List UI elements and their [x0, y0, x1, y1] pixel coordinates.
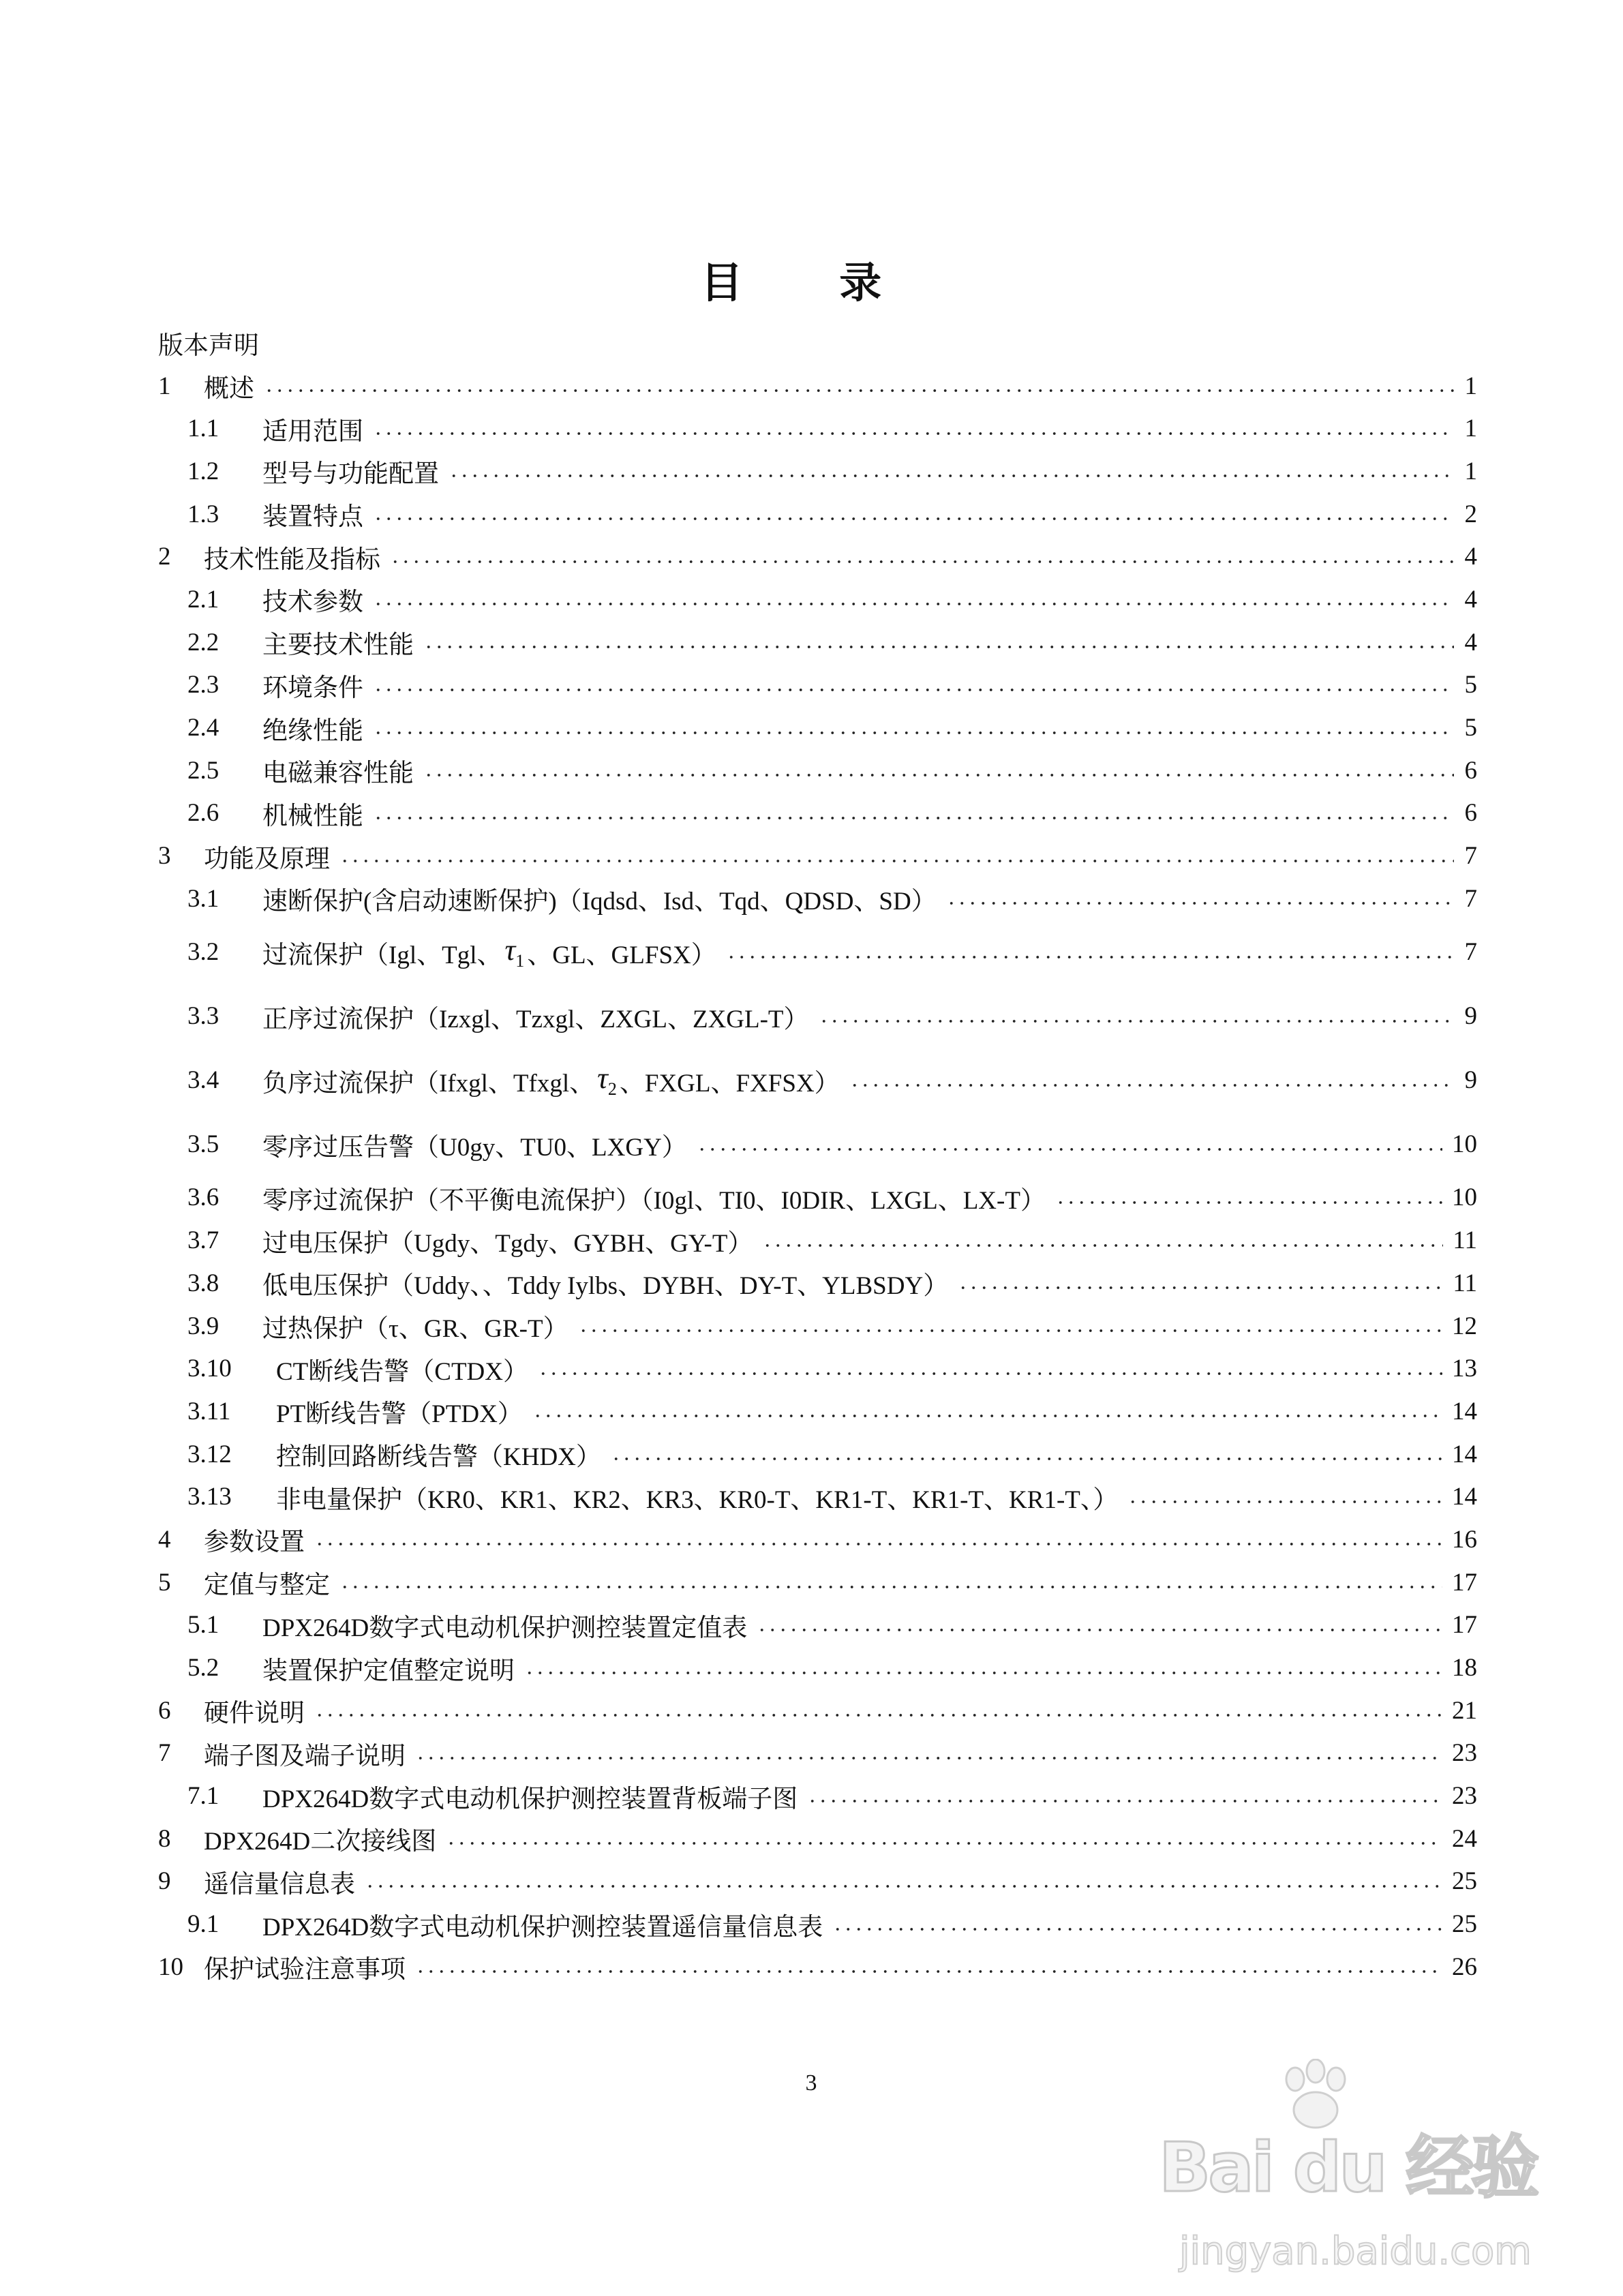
toc-entry-number: 3.1 — [187, 884, 219, 913]
toc-entry-number: 2.5 — [187, 756, 219, 785]
toc-entry-page: 9 — [1464, 1002, 1477, 1031]
tau-symbol — [597, 1061, 617, 1100]
dot-leader — [524, 1671, 1442, 1675]
toc-entry-title: 非电量保护（KR0、KR1、KR2、KR3、KR0-T、KR1-T、KR1-T、KR1-T、） — [276, 1485, 1119, 1514]
toc-entry-title: 定值与整定 — [204, 1571, 330, 1600]
toc-entry[interactable] — [158, 920, 1477, 984]
toc-entry-title: 适用范围 — [262, 417, 363, 446]
dot-leader — [373, 432, 1454, 436]
watermark-brand: Bai du 经验 — [1159, 2128, 1537, 2207]
toc-entry-title-suffix: 、GL、GLFSX） — [527, 941, 716, 969]
toc-entry-title: 绝缘性能 — [262, 716, 363, 745]
toc-entry-page: 7 — [1464, 884, 1477, 913]
toc-entry-number: 9.1 — [187, 1910, 219, 1939]
toc-entry[interactable] — [158, 1903, 1477, 1946]
dot-leader — [532, 1414, 1442, 1418]
toc-entry[interactable] — [158, 1946, 1477, 1989]
tau-letter: τ — [504, 933, 516, 967]
toc-entry[interactable] — [158, 1518, 1477, 1561]
dot-leader — [538, 1372, 1442, 1376]
toc-entry-title: 遥信量信息表 — [204, 1870, 355, 1899]
toc-entry-number: 3.4 — [187, 1066, 219, 1095]
toc-entry-title: 低电压保护（Uddy、、Tddy Iylbs、DYBH、DY-T、YLBSDY） — [262, 1272, 949, 1301]
dot-leader — [958, 1286, 1443, 1290]
toc-entry-title: 机械性能 — [262, 802, 363, 830]
toc-entry[interactable] — [158, 1646, 1477, 1689]
dot-leader — [832, 1927, 1442, 1931]
toc-entry-title: 技术性能及指标 — [204, 545, 380, 574]
toc-entry[interactable] — [158, 1113, 1477, 1177]
toc-entry-title: DPX264D数字式电动机保护测控装置遥信量信息表 — [262, 1913, 823, 1942]
toc-entry-page: 13 — [1452, 1355, 1477, 1383]
dot-leader — [415, 1756, 1442, 1760]
toc-entry[interactable] — [158, 1817, 1477, 1860]
toc-entry-page: 17 — [1452, 1568, 1477, 1597]
toc-entry[interactable] — [158, 1048, 1477, 1113]
toc-entry-title: 概述 — [204, 375, 254, 404]
dot-leader — [339, 859, 1454, 863]
toc-entry[interactable] — [158, 1860, 1477, 1903]
dot-leader — [697, 1147, 1442, 1151]
toc-entry-page: 6 — [1464, 799, 1477, 828]
toc-entry-page: 26 — [1452, 1952, 1477, 1981]
baidu-jingyan-watermark — [1159, 2059, 1581, 2291]
page-number: 3 — [805, 2070, 817, 2096]
toc-entry-title: PT断线告警（PTDX） — [276, 1400, 523, 1429]
toc-entry[interactable] — [158, 621, 1477, 664]
toc-entry-page: 25 — [1452, 1910, 1477, 1939]
toc-entry[interactable] — [158, 407, 1477, 450]
toc-entry[interactable] — [158, 984, 1477, 1048]
toc-entry-page: 14 — [1452, 1397, 1477, 1425]
toc-entry-title: 负序过流保护（Ifxgl、Tfxgl、 — [262, 1069, 595, 1098]
toc-entry-title: 装置保护定值整定说明 — [262, 1657, 515, 1685]
toc-entry-title: 环境条件 — [262, 674, 363, 702]
toc-entry-number: 9 — [158, 1867, 171, 1896]
toc-entry[interactable] — [158, 578, 1477, 621]
dot-leader — [373, 731, 1454, 735]
toc-entry-number: 10 — [158, 1952, 183, 1981]
toc-entry-page: 5 — [1464, 714, 1477, 742]
toc-entry-title: 正序过流保护（Izxgl、Tzxgl、ZXGL、ZXGL-T） — [262, 1005, 809, 1033]
dot-leader — [449, 474, 1454, 478]
dot-leader — [946, 901, 1454, 905]
toc-entry-number: 3.10 — [187, 1355, 232, 1383]
toc-entry[interactable] — [158, 1219, 1477, 1262]
toc-entry-title: DPX264D数字式电动机保护测控装置背板端子图 — [262, 1785, 798, 1813]
toc-entry-page: 23 — [1452, 1782, 1477, 1811]
toc-entry-page: 11 — [1453, 1269, 1477, 1297]
dot-leader — [1055, 1200, 1442, 1205]
toc-entry-title: 参数设置 — [204, 1528, 305, 1557]
toc-entry-page: 7 — [1464, 938, 1477, 967]
toc-entry-title: DPX264D二次接线图 — [204, 1828, 437, 1856]
toc-entry[interactable] — [158, 1390, 1477, 1433]
toc-entry-page: 23 — [1452, 1739, 1477, 1768]
toc-entry-number: 3.5 — [187, 1130, 219, 1159]
toc-entry-page: 21 — [1452, 1696, 1477, 1725]
toc-entry-page: 4 — [1464, 628, 1477, 656]
toc-entry-page: 25 — [1452, 1867, 1477, 1896]
tau-subscript: 2 — [607, 1079, 617, 1100]
toc-entry-number: 2.1 — [187, 585, 219, 614]
toc-entry-page: 9 — [1464, 1066, 1477, 1095]
toc-entry-title: 过热保护（τ、GR、GR-T） — [262, 1315, 568, 1344]
toc-entry-number: 5.2 — [187, 1654, 219, 1682]
toc-entry[interactable] — [158, 834, 1477, 877]
toc-entry-number: 3.8 — [187, 1269, 219, 1297]
dot-leader — [1127, 1500, 1442, 1504]
dot-leader — [415, 1969, 1442, 1974]
toc-entry-page: 5 — [1464, 671, 1477, 699]
toc-entry-page: 18 — [1452, 1654, 1477, 1682]
toc-entry-page: 1 — [1464, 457, 1477, 485]
dot-leader — [423, 773, 1454, 777]
toc-entry-title: 版本声明 — [158, 332, 259, 361]
tau-letter: τ — [597, 1061, 608, 1096]
toc-entry-title: 主要技术性能 — [262, 631, 414, 660]
toc-entry-page: 10 — [1452, 1183, 1477, 1212]
toc-entry-number: 6 — [158, 1696, 171, 1725]
toc-entry[interactable] — [158, 1561, 1477, 1604]
toc-entry-number: 1 — [158, 372, 171, 400]
toc-entry[interactable] — [158, 749, 1477, 792]
toc-entry-number: 3.9 — [187, 1312, 219, 1340]
toc-entry-number: 3.7 — [187, 1226, 219, 1255]
toc-entry[interactable] — [158, 535, 1477, 578]
toc-entry-page: 6 — [1464, 756, 1477, 785]
toc-entry-number: 3.2 — [187, 938, 219, 967]
dot-leader — [365, 1884, 1442, 1888]
toc-entry-page: 7 — [1464, 842, 1477, 871]
toc-entry[interactable] — [158, 1305, 1477, 1348]
dot-leader — [757, 1628, 1442, 1632]
toc-entry-title: DPX264D数字式电动机保护测控装置定值表 — [262, 1614, 748, 1642]
toc-entry[interactable] — [158, 450, 1477, 493]
toc-entry-number: 2.4 — [187, 714, 219, 742]
tau-subscript: 1 — [515, 951, 525, 971]
dot-leader — [578, 1329, 1442, 1333]
toc-entry-page: 1 — [1464, 414, 1477, 443]
toc-entry-title: 技术参数 — [262, 588, 363, 617]
toc-entry-page: 11 — [1453, 1226, 1477, 1255]
toc-entry-number: 1.1 — [187, 414, 219, 443]
watermark-url: jingyan.baidu.com — [1179, 2229, 1532, 2274]
page-title: 目 录 — [700, 258, 923, 307]
toc-entry-number: 3 — [158, 842, 171, 871]
toc-entry-title-suffix: 、FXGL、FXFSX） — [619, 1069, 840, 1098]
toc-entry-title: 零序过流保护（不平衡电流保护）（I0gl、TI0、I0DIR、LXGL、LX-T） — [262, 1186, 1046, 1215]
dot-leader — [819, 1019, 1454, 1023]
dot-leader — [314, 1713, 1442, 1717]
toc-entry-page: 16 — [1452, 1525, 1477, 1554]
toc-entry[interactable] — [158, 1689, 1477, 1732]
toc-entry[interactable] — [158, 365, 1477, 408]
toc-entry-page: 10 — [1452, 1130, 1477, 1159]
dot-leader — [390, 560, 1454, 564]
toc-entry[interactable] — [158, 1604, 1477, 1647]
dot-leader — [807, 1799, 1442, 1803]
toc-entry-page: 24 — [1452, 1824, 1477, 1853]
toc-entry-title: 硬件说明 — [204, 1700, 305, 1728]
toc-entry-number: 3.12 — [187, 1440, 232, 1468]
toc-entry-title: 功能及原理 — [204, 845, 330, 873]
toc-entry[interactable] — [158, 1433, 1477, 1476]
toc-entry-number: 1.2 — [187, 457, 219, 485]
toc-entry-page: 4 — [1464, 543, 1477, 571]
toc-entry-number: 8 — [158, 1824, 171, 1853]
toc-entry-title: CT断线告警（CTDX） — [276, 1357, 528, 1386]
toc-entry[interactable] — [158, 1732, 1477, 1775]
toc-entry[interactable] — [158, 1262, 1477, 1305]
dot-leader — [849, 1083, 1454, 1087]
toc-entry[interactable] — [158, 1177, 1477, 1220]
toc-entry[interactable] — [158, 877, 1477, 920]
dot-leader — [423, 645, 1454, 649]
toc-entry[interactable] — [158, 1774, 1477, 1817]
toc-entry-number: 2.6 — [187, 799, 219, 828]
toc-entry[interactable] — [158, 493, 1477, 536]
tau-symbol — [504, 933, 524, 971]
dot-leader — [726, 955, 1454, 959]
toc-entry-number: 4 — [158, 1525, 171, 1554]
dot-leader — [264, 389, 1454, 393]
toc-entry-page: 12 — [1452, 1312, 1477, 1340]
toc-entry-title: 速断保护(含启动速断保护)（Iqdsd、Isd、Tqd、QDSD、SD） — [262, 888, 937, 916]
toc-entry-number: 2.2 — [187, 628, 219, 656]
toc-entry-title: 过流保护（Igl、Tgl、 — [262, 941, 502, 969]
paw-logo-icon — [1275, 2059, 1356, 2134]
toc-entry-number: 3.11 — [187, 1397, 231, 1425]
dot-leader — [373, 517, 1454, 521]
dot-leader — [339, 1585, 1442, 1589]
toc-entry-number: 7.1 — [187, 1782, 219, 1811]
toc-entry[interactable] — [158, 322, 1477, 365]
toc-entry[interactable] — [158, 1475, 1477, 1518]
toc-entry-number: 3.13 — [187, 1483, 232, 1511]
toc-entry-number: 7 — [158, 1739, 171, 1768]
toc-entry[interactable] — [158, 1347, 1477, 1390]
toc-entry[interactable] — [158, 664, 1477, 707]
toc-entry-number: 3.6 — [187, 1183, 219, 1212]
table-of-contents — [158, 322, 1477, 1989]
toc-entry-number: 5.1 — [187, 1611, 219, 1640]
toc-entry[interactable] — [158, 792, 1477, 835]
dot-leader — [762, 1243, 1443, 1248]
toc-entry-page: 2 — [1464, 500, 1477, 528]
toc-entry-title: 保护试验注意事项 — [204, 1956, 406, 1984]
toc-entry-page: 4 — [1464, 585, 1477, 614]
toc-entry-title: 过电压保护（Ugdy、Tgdy、GYBH、GY-T） — [262, 1229, 753, 1258]
dot-leader — [611, 1457, 1442, 1461]
toc-entry-page: 17 — [1452, 1611, 1477, 1640]
dot-leader — [373, 816, 1454, 820]
toc-entry-number: 3.3 — [187, 1002, 219, 1031]
toc-entry-title: 电磁兼容性能 — [262, 759, 414, 788]
toc-entry-page: 14 — [1452, 1483, 1477, 1511]
dot-leader — [373, 602, 1454, 606]
toc-entry-page: 1 — [1464, 372, 1477, 400]
toc-entry-title: 控制回路断线告警（KHDX） — [276, 1443, 601, 1472]
dot-leader — [446, 1841, 1442, 1845]
toc-entry-number: 2 — [158, 543, 171, 571]
toc-entry-title: 装置特点 — [262, 503, 363, 532]
toc-entry-page: 14 — [1452, 1440, 1477, 1468]
toc-entry-number: 2.3 — [187, 671, 219, 699]
toc-entry[interactable] — [158, 706, 1477, 749]
toc-entry-title: 零序过压告警（U0gy、TU0、LXGY） — [262, 1133, 687, 1162]
dot-leader — [373, 688, 1454, 692]
dot-leader — [314, 1542, 1442, 1546]
toc-entry-title: 型号与功能配置 — [262, 460, 439, 489]
toc-entry-number: 1.3 — [187, 500, 219, 528]
toc-entry-title: 端子图及端子说明 — [204, 1742, 406, 1770]
toc-entry-number: 5 — [158, 1568, 171, 1597]
